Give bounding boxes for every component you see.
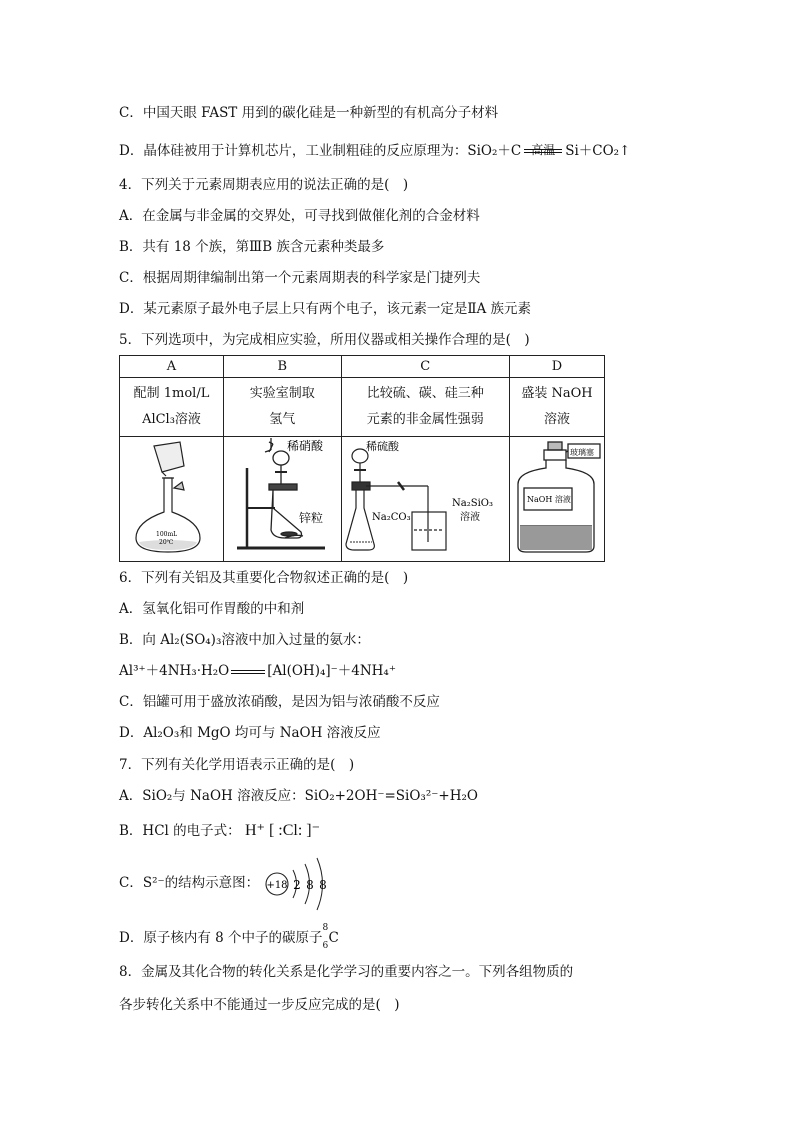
q3-equation-reactants: SiO₂＋C [467,143,522,159]
volumetric-flask-illustration [122,438,222,556]
label-sodium-carbonate: Na₂CO₃ [372,512,411,523]
q4-option-c: C．根据周期律编制出第一个元素周期表的科学家是门捷列夫 [119,270,481,286]
label-dilute-sulfuric-acid: 稀硫酸 [366,440,400,453]
label-naoh-solution: NaOH 溶液 [527,495,571,504]
label-solution: 溶液 [460,512,481,523]
q6-option-c: C．铝罐可用于盛放浓硝酸，是因为铝与浓硝酸不反应 [119,694,440,710]
q6-option-b-equation [119,661,396,681]
task-a: 配制 1mol/L AlCl₃溶液 [120,378,224,437]
equals-sign [231,670,265,674]
q3-equation-products: Si＋CO₂↑ [565,143,631,159]
flask-label-volume: 100mL [155,531,177,538]
col-header-d: D [510,356,605,378]
flask-label-temp: 20℃ [158,539,173,546]
experiment-table [119,355,605,562]
figure-c-nonmetal-comparison [341,437,510,562]
q7-option-b-prefix: B．HCl 的电子式： [119,823,241,839]
label-glass-stopper: 玻璃塞 [570,448,594,457]
reaction-condition: 高温 [531,143,556,157]
q7-option-d-prefix: D．原子核内有 8 个中子的碳原子 [119,930,323,946]
q3-option-d-prefix: D．晶体硅被用于计算机芯片，工业制粗硅的反应原理为： [119,143,468,159]
q7-stem: 7．下列有关化学用语表示正确的是( ) [119,757,355,773]
label-zinc-granules: 锌粒 [298,511,323,525]
hydrogen-apparatus-illustration [225,438,340,556]
task-b: 实验室制取 氢气 [224,378,342,437]
figure-d-reagent-bottle [510,437,605,562]
mass-number: 8 [322,923,329,933]
shell-1-electrons: 2 [293,878,301,892]
q6-option-b: B．向 Al₂(SO₄)₃溶液中加入过量的氨水： [119,632,370,648]
q7-option-a: A．SiO₂与 NaOH 溶液反应：SiO₂+2OH⁻=SiO₃²⁻+H₂O [119,788,478,804]
task-d: 盛装 NaOH 溶液 [510,378,605,437]
q7-option-c [119,873,259,893]
element-symbol: C [328,930,339,946]
atomic-number: 6 [322,941,329,951]
hcl-electron-formula: H⁺ [ :Cl: ]⁻ [244,822,321,839]
q6-stem: 6．下列有关铝及其重要化合物叙述正确的是( ) [119,570,409,586]
nonmetal-comparison-illustration [342,438,508,556]
q4-option-d: D．某元素原子最外电子层上只有两个电子，该元素一定是ⅡA 族元素 [119,301,532,317]
q8-stem-line2: 各步转化关系中不能通过一步反应完成的是( ) [119,997,400,1013]
shell-3-electrons: 8 [319,878,327,892]
q4-option-b: B．共有 18 个族，第ⅢB 族含元素种类最多 [119,239,385,255]
figure-a-volumetric-flask [120,437,224,562]
q3-option-c: C．中国天眼 FAST 用到的碳化硅是一种新型的有机高分子材料 [119,105,499,121]
figure-b-hydrogen-apparatus [224,437,342,562]
label-sodium-silicate: Na₂SiO₃ [452,498,494,509]
q6-eq-left: Al³⁺＋4NH₃·H₂O [119,663,230,679]
nuclide-symbol [322,923,339,951]
shell-2-electrons: 8 [306,878,314,892]
nucleus-charge: +18 [266,880,288,891]
col-header-c: C [341,356,510,378]
q5-stem: 5．下列选项中，为完成相应实验，所用仪器或相关操作合理的是( ) [119,332,530,348]
q7-option-b [119,821,320,841]
q8-stem-line1: 8．金属及其化合物的转化关系是化学学习的重要内容之一。下列各组物质的 [119,964,574,980]
reagent-bottle-illustration [510,438,604,556]
q6-eq-right: [Al(OH)₄]⁻＋4NH₄⁺ [267,663,396,679]
sulfide-ion-structure-diagram [260,852,340,918]
label-dilute-nitric-acid: 稀硝酸 [286,439,323,453]
q7-option-c-prefix: C．S²⁻的结构示意图： [119,875,260,891]
q4-option-a: A．在金属与非金属的交界处，可寻找到做催化剂的合金材料 [119,208,480,224]
q4-stem: 4．下列关于元素周期表应用的说法正确的是( ) [119,177,409,193]
task-c: 比较硫、碳、硅三种 元素的非金属性强弱 [341,378,510,437]
q6-option-a: A．氢氧化铝可作胃酸的中和剂 [119,601,305,617]
q3-option-d [119,141,630,161]
col-header-b: B [224,356,342,378]
col-header-a: A [120,356,224,378]
q6-option-d: D．Al₂O₃和 MgO 均可与 NaOH 溶液反应 [119,725,381,741]
q7-option-d [119,923,339,951]
